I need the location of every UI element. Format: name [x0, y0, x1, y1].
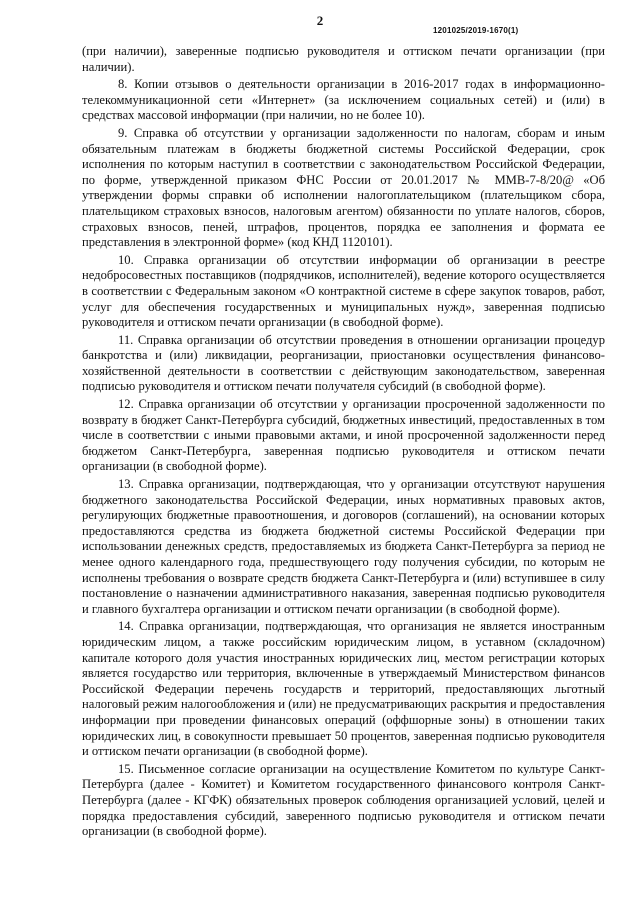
- paragraph-item-8: 8. Копии отзывов о деятельности организации в 2016-2017 годах в информационно-телекоммуникационной сети «Интернет» (за исключением социальных сетей) и (или) в средствах массовой информации (при наличии, но не более 10).: [82, 77, 605, 123]
- paragraph-item-14: 14. Справка организации, подтверждающая, что организация не является иностранным юридическим лицом, а также российским юридическим лицом, в уставном (складочном) капитале которого доля участия иностранных юридических лиц, местом регистрации которых является государство или территория, включенные в утверждаемый Министерством финансов Российской Федерации перечень государств и территорий, предоставляющих льготный налоговый режим налогообложения и (или) не предусматривающих раскрытия и предоставления информации при проведении финансовых операций (оффшорные зоны) в отношении таких юридических лиц, в совокупности превышает 50 процентов, заверенная подписью руководителя и оттиском печати организации (в свободной форме).: [82, 619, 605, 759]
- paragraph-item-11: 11. Справка организации об отсутствии проведения в отношении организации процедур банкротства и (или) ликвидации, реорганизации, приостановки осуществления финансово-хозяйственной деятельности в соответствии с действующим законодательством, заверенная подписью руководителя и оттиском печати получателя субсидий (в свободной форме).: [82, 332, 605, 394]
- paragraph-item-13: 13. Справка организации, подтверждающая, что у организации отсутствуют нарушения бюджетного законодательства Российской Федерации, иных нормативных правовых актов, регулирующих бюджетные правоотношения, и договоров (соглашений), на основании которых предоставляются средства из бюджета бюджетной системы Российской Федерации при использовании денежных средств, предоставляемых из бюджета Санкт-Петербурга за период не менее одного календарного года, предшествующего году получения субсидии, по которым не исполнены требования о возврате средств бюджета Санкт-Петербурга и (или) вступившее в силу постановление о назначении административного наказания, заверенная подписью руководителя и главного бухгалтера организации и оттиском печати организации (в свободной форме).: [82, 477, 605, 616]
- paragraph-continuation: (при наличии), заверенные подписью руководителя и оттиском печати организации (при наличии).: [82, 44, 605, 74]
- paragraph-item-9: 9. Справка об отсутствии у организации задолженности по налогам, сборам и иным обязательным платежам в бюджеты бюджетной системы Российской Федерации, срок исполнения по которым наступил в соответствии с законодательством Российской Федерации, по форме, утвержденной приказом ФНС России от 20.01.2017 № ММВ-7-8/20@ «Об утверждении формы справки об исполнении налогоплательщиком (плательщиком сбора, плательщиком страховых взносов, налоговым агентом) обязанности по уплате налогов, сборов, страховых взносов, пеней, штрафов, процентов, порядка ее заполнения и формата ее представления в электронной форме» (код КНД 1120101).: [82, 125, 605, 250]
- paragraph-item-12: 12. Справка организации об отсутствии у организации просроченной задолженности по возврату в бюджет Санкт-Петербурга субсидий, бюджетных инвестиций, предоставленных в том числе в соответствии с иными правовыми актами, и иной просроченной задолженности перед бюджетом Санкт-Петербурга, заверенная подписью руководителя и оттиском печати организации (в свободной форме).: [82, 397, 605, 474]
- document-registration-number: 1201025/2019-1670(1): [433, 26, 519, 35]
- page-number: 2: [316, 13, 324, 28]
- document-body: [82, 44, 605, 840]
- paragraph-item-10: 10. Справка организации об отсутствии информации об организации в реестре недобросовестных поставщиков (подрядчиков, исполнителей), ведение которого осуществляется в соответствии с Федеральным законом «О контрактной системе в сфере закупок товаров, работ, услуг для обеспечения государственных и муниципальных нужд», заверенная подписью руководителя и оттиском печати организации (в свободной форме).: [82, 252, 605, 330]
- paragraph-item-15: 15. Письменное согласие организации на осуществление Комитетом по культуре Санкт-Петербурга (далее - Комитет) и Комитетом государственного финансового контроля Санкт-Петербурга (далее - КГФК) обязательных проверок соблюдения организацией условий, целей и порядка предоставления субсидий, заверенного подписью руководителя и оттиском печати организации (в свободной форме).: [82, 761, 605, 839]
